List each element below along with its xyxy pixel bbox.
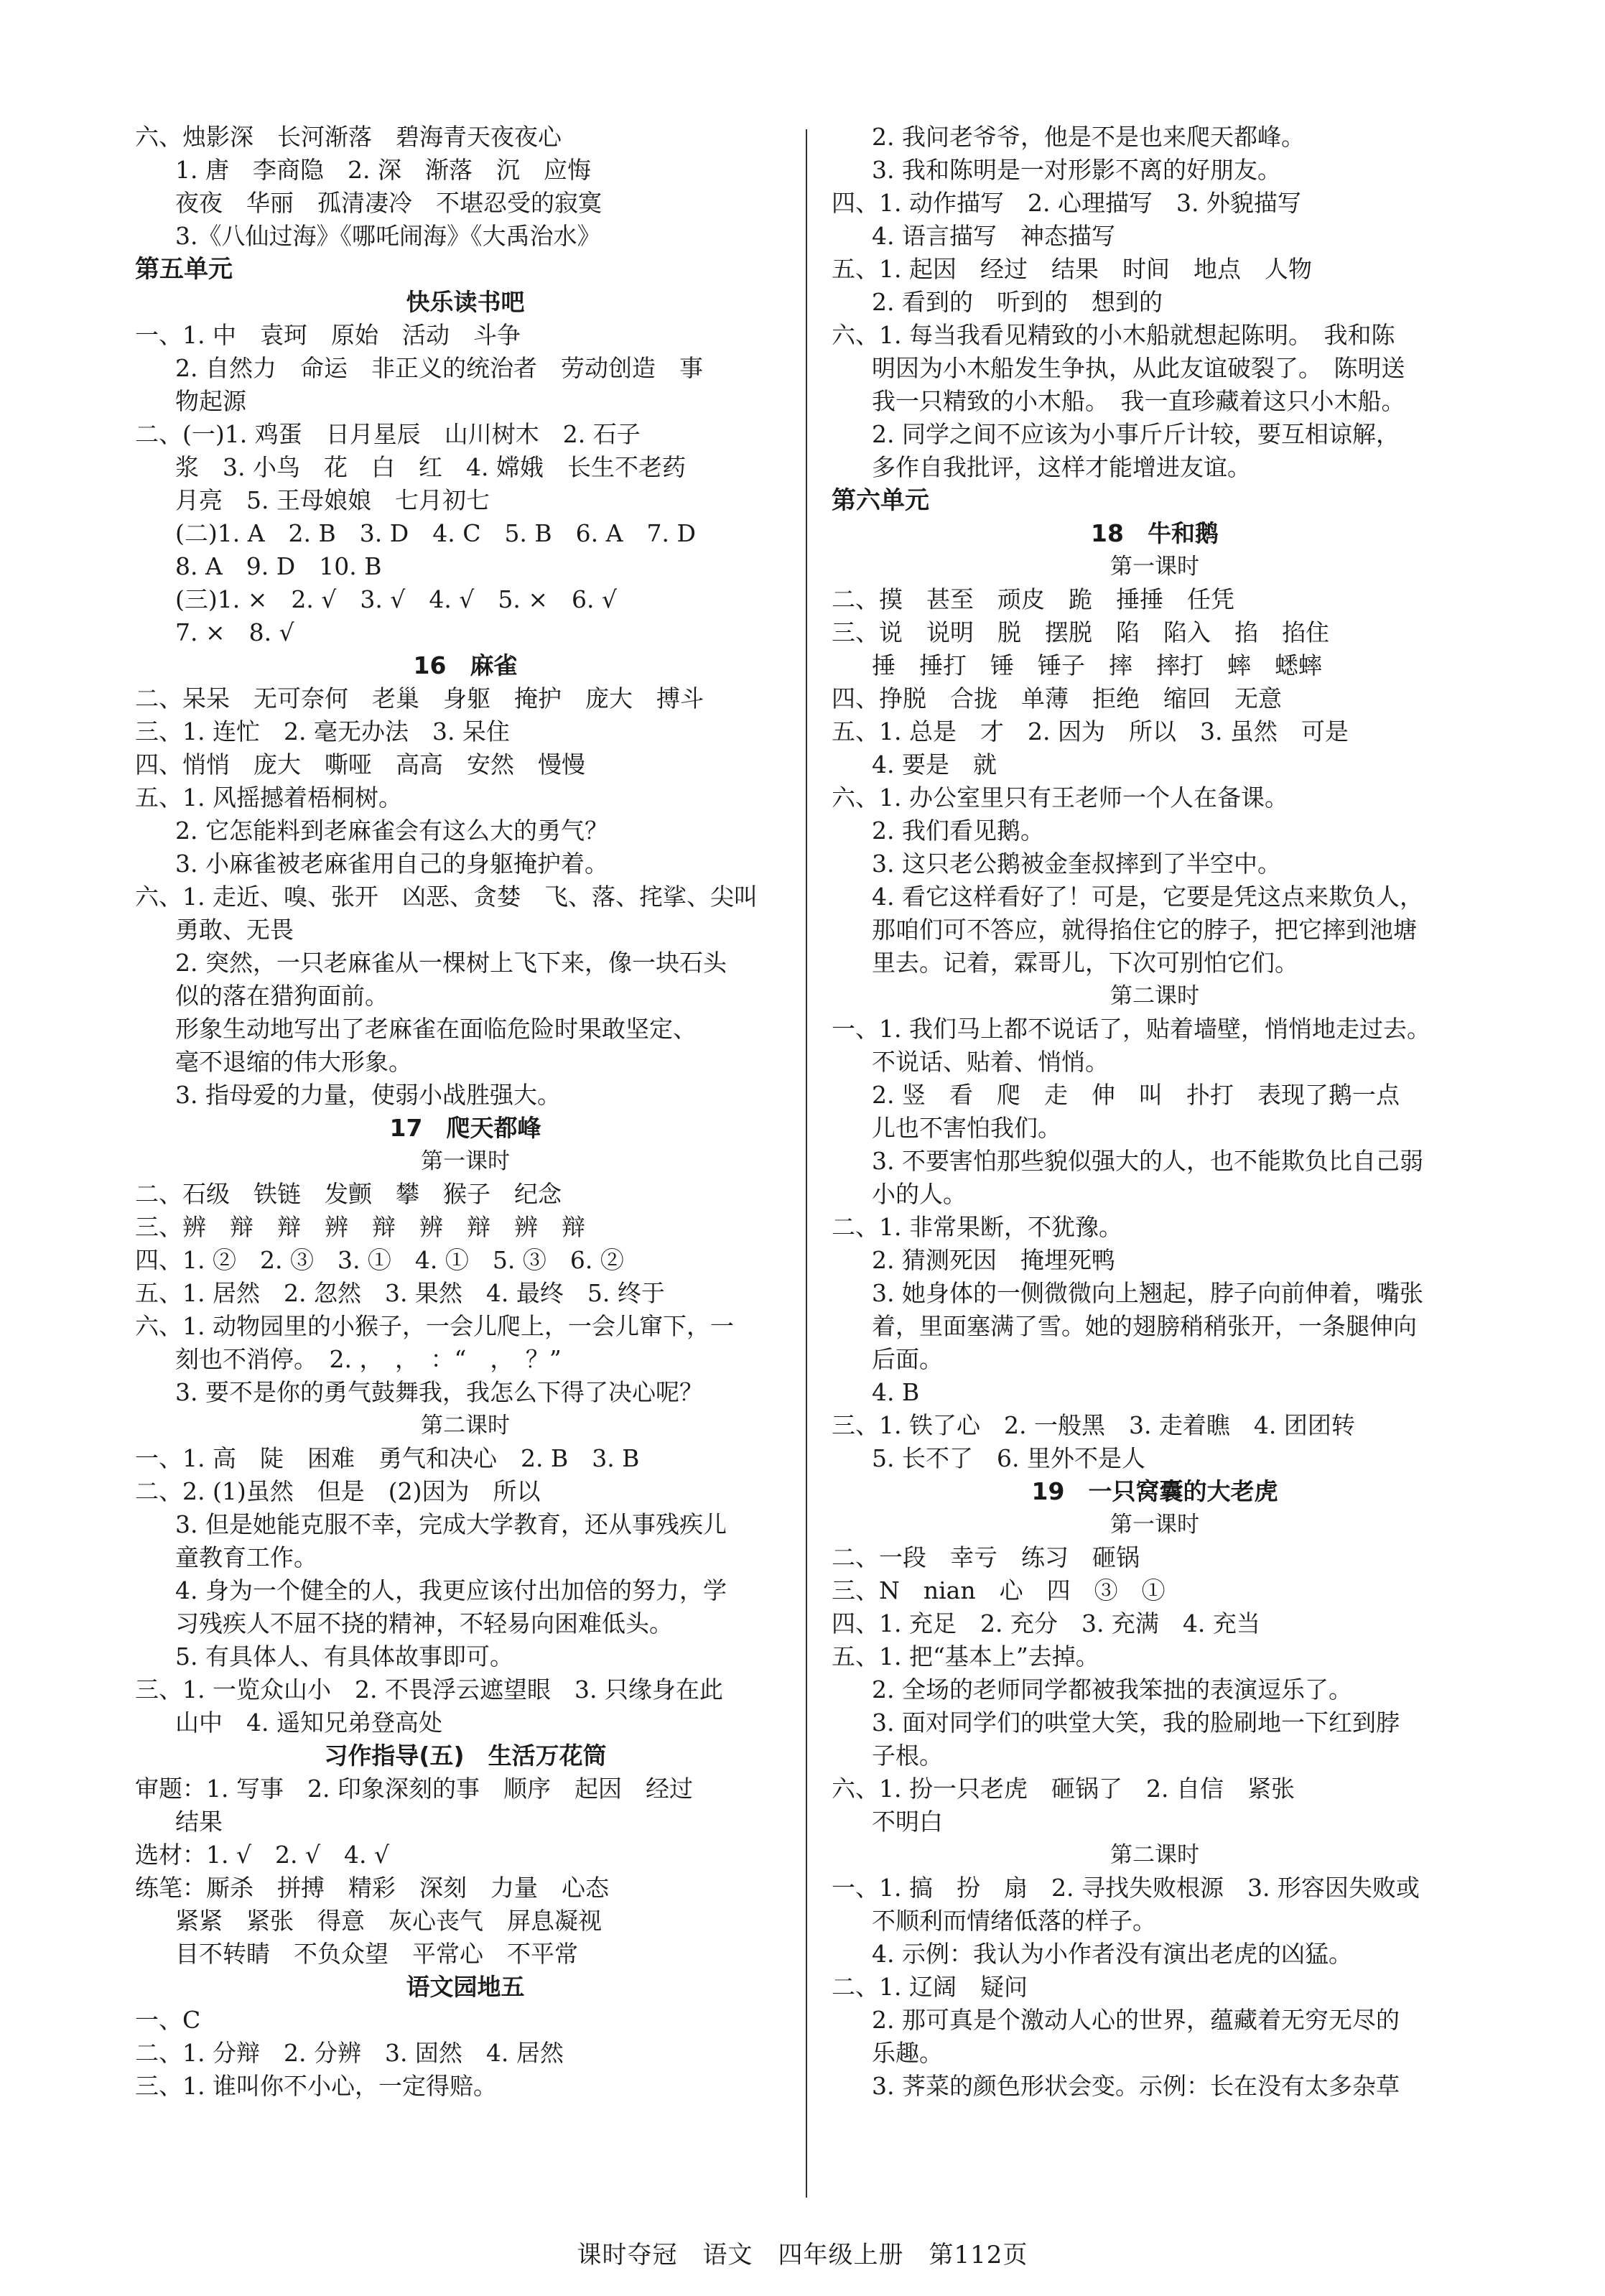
answer-line: 二、2. (1)虽然 但是 (2)因为 所以 [135, 1477, 541, 1505]
answer-line: 7. × 8. √ [175, 618, 294, 646]
answer-line: 四、悄悄 庞大 嘶哑 高高 安然 慢慢 [135, 750, 585, 778]
unit-heading: 第五单元 [135, 255, 233, 284]
answer-line: 我一只精致的小木船。 我一直珍藏着这只小木船。 [872, 387, 1405, 415]
answer-line: 六、1. 扮一只老虎 砸锅了 2. 自信 紧张 [832, 1775, 1295, 1803]
answer-line: 夜夜 华丽 孤清凄冷 不堪忍受的寂寞 [175, 189, 602, 217]
answer-line: 选材：1. √ 2. √ 4. √ [135, 1841, 390, 1869]
answer-line: 五、1. 总是 才 2. 因为 所以 3. 虽然 可是 [832, 717, 1349, 745]
period-heading: 第一课时 [1110, 1512, 1199, 1538]
answer-line: 2. 那可真是个激动人心的世界，蕴藏着无穷无尽的 [872, 2006, 1400, 2034]
answer-line: 多作自我批评，这样才能增进友谊。 [872, 453, 1251, 481]
lesson-heading: 快乐读书吧 [406, 288, 525, 316]
answer-line: 五、1. 把“基本上”去掉。 [832, 1642, 1099, 1670]
answer-line: 物起源 [175, 387, 246, 415]
answer-line: 四、1. 动作描写 2. 心理描写 3. 外貌描写 [832, 189, 1301, 217]
answer-line: 3. 荠菜的颜色形状会变。示例：长在没有太多杂草 [872, 2072, 1400, 2100]
answer-line: 一、1. 我们马上都不说话了，贴着墙壁，悄悄地走过去。 [832, 1015, 1430, 1043]
answer-line: 2. 自然力 命运 非正义的统治者 劳动创造 事 [175, 354, 703, 382]
answer-line: 3. 小麻雀被老麻雀用自己的身躯掩护着。 [175, 850, 608, 878]
answer-line: 四、1. ② 2. ③ 3. ① 4. ① 5. ③ 6. ② [135, 1246, 624, 1274]
answer-line: 二、1. 分辩 2. 分辨 3. 固然 4. 居然 [135, 2039, 564, 2067]
answer-line: 2. 我问老爷爷，他是不是也来爬天都峰。 [872, 123, 1305, 151]
answer-line: 二、1. 非常果断，不犹豫。 [832, 1213, 1122, 1241]
answer-line: 刻也不消停。 2. ， ， ：“ ， ？” [175, 1345, 562, 1373]
answer-line: 五、1. 起因 经过 结果 时间 地点 人物 [832, 255, 1312, 283]
answer-line: 3. 不要害怕那些貌似强大的人，也不能欺负比自己弱 [872, 1147, 1423, 1175]
answer-line: 目不转睛 不负众望 平常心 不平常 [175, 1940, 578, 1968]
answer-line: (三)1. × 2. √ 3. √ 4. √ 5. × 6. √ [175, 585, 618, 613]
answer-line: 3. 我和陈明是一对形影不离的好朋友。 [872, 156, 1281, 184]
answer-line: 子根。 [872, 1742, 943, 1770]
answer-line: 六、1. 走近、嗅、张开 凶恶、贪婪 飞、落、挓挲、尖叫 [135, 883, 758, 911]
answer-line: 3. 她身体的一侧微微向上翘起，脖子向前伸着，嘴张 [872, 1279, 1423, 1307]
answer-line: 那咱们可不答应，就得掐住它的脖子，把它摔到池塘 [872, 916, 1417, 944]
answer-line: 山中 4. 遥知兄弟登高处 [175, 1709, 442, 1737]
answer-line: 2. 全场的老师同学都被我笨拙的表演逗乐了。 [872, 1675, 1352, 1704]
answer-line: 三、N nian 心 四 ③ ① [832, 1576, 1166, 1604]
answer-line: 六、1. 动物园里的小猴子，一会儿爬上，一会儿窜下，一 [135, 1312, 734, 1340]
lesson-heading: 16 麻雀 [413, 651, 518, 679]
answer-line: 2. 突然，一只老麻雀从一棵树上飞下来，像一块石头 [175, 949, 727, 977]
answer-line: 捶 捶打 锤 锤子 摔 摔打 蟀 蟋蟀 [872, 651, 1322, 679]
answer-line: 二、(一)1. 鸡蛋 日月星辰 山川树木 2. 石子 [135, 420, 641, 448]
period-heading: 第一课时 [1110, 554, 1199, 580]
answer-line: 4. 要是 就 [872, 750, 997, 778]
right-column [832, 121, 1478, 2103]
page-footer: 课时夺冠 语文 四年级上册 第112页 [577, 2241, 1028, 2269]
answer-line: 毫不退缩的伟大形象。 [175, 1048, 412, 1076]
answer-line: 3. 面对同学们的哄堂大笑，我的脸刷地一下红到脖 [872, 1709, 1400, 1737]
answer-line: 二、呆呆 无可奈何 老巢 身躯 掩护 庞大 搏斗 [135, 684, 704, 712]
lesson-heading: 17 爬天都峰 [389, 1114, 541, 1142]
answer-line: 五、1. 居然 2. 忽然 3. 果然 4. 最终 5. 终于 [135, 1279, 665, 1307]
answer-line: 4. 示例：我认为小作者没有演出老虎的凶猛。 [872, 1940, 1352, 1968]
answer-line: 着，里面塞满了雪。她的翅膀稍稍张开，一条腿伸向 [872, 1312, 1417, 1340]
answer-line: 3. 这只老公鹅被金奎叔摔到了半空中。 [872, 850, 1281, 878]
answer-line: 四、1. 充足 2. 充分 3. 充满 4. 充当 [832, 1609, 1260, 1637]
answer-line: 儿也不害怕我们。 [872, 1114, 1061, 1142]
answer-line: 六、1. 办公室里只有王老师一个人在备课。 [832, 784, 1288, 812]
answer-line: 4. 身为一个健全的人，我更应该付出加倍的努力，学 [175, 1576, 727, 1604]
answer-line: 不说话、贴着、悄悄。 [872, 1048, 1109, 1076]
answer-line: 月亮 5. 王母娘娘 七月初七 [175, 486, 490, 514]
answer-line: 3. 要不是你的勇气鼓舞我，我怎么下得了决心呢？ [175, 1378, 703, 1406]
answer-line: 2. 它怎能料到老麻雀会有这么大的勇气？ [175, 817, 608, 845]
answer-line: 二、一段 幸亏 练习 砸锅 [832, 1543, 1140, 1571]
answer-line: 二、石级 铁链 发颤 攀 猴子 纪念 [135, 1180, 562, 1208]
answer-line: 一、1. 中 袁珂 原始 活动 斗争 [135, 321, 521, 349]
lesson-heading: 18 牛和鹅 [1091, 519, 1219, 547]
answer-line: 三、1. 一览众山小 2. 不畏浮云遮望眼 3. 只缘身在此 [135, 1675, 723, 1704]
answer-line: 2. 看到的 听到的 想到的 [872, 288, 1163, 316]
answer-line: 五、1. 风摇撼着梧桐树。 [135, 784, 402, 812]
answer-line: 勇敢、无畏 [175, 916, 294, 944]
answer-line: 4. 看它这样看好了！可是，它要是凭这点来欺负人， [872, 883, 1423, 911]
answer-line: 似的落在猎狗面前。 [175, 982, 389, 1010]
answer-line: 明因为小木船发生争执，从此友谊破裂了。 陈明送 [872, 354, 1405, 382]
answer-line: 紧紧 紧张 得意 灰心丧气 屏息凝视 [175, 1907, 602, 1935]
answer-line: 童教育工作。 [175, 1543, 317, 1571]
answer-line: 5. 有具体人、有具体故事即可。 [175, 1642, 513, 1670]
answer-line: 后面。 [872, 1345, 943, 1373]
column-divider [806, 129, 807, 2198]
left-column [135, 121, 796, 2103]
answer-line: 不顺利而情绪低落的样子。 [872, 1907, 1156, 1935]
answer-line: 2. 同学之间不应该为小事斤斤计较，要互相谅解， [872, 420, 1400, 448]
lesson-heading: 习作指导(五) 生活万花筒 [324, 1742, 607, 1770]
answer-line: 三、说 说明 脱 摆脱 陷 陷入 掐 掐住 [832, 618, 1329, 646]
answer-line: 4. B [872, 1378, 920, 1406]
answer-line: 三、1. 连忙 2. 毫无办法 3. 呆住 [135, 717, 510, 745]
answer-line: 1. 唐 李商隐 2. 深 渐落 沉 应悔 [175, 156, 591, 184]
answer-line: 浆 3. 小鸟 花 白 红 4. 嫦娥 长生不老药 [175, 453, 686, 481]
answer-line: 三、1. 铁了心 2. 一般黑 3. 走着瞧 4. 团团转 [832, 1411, 1355, 1439]
answer-line: 四、挣脱 合拢 单薄 拒绝 缩回 无意 [832, 684, 1282, 712]
answer-line: 2. 猜测死因 掩埋死鸭 [872, 1246, 1115, 1274]
answer-line: 3. 但是她能克服不幸，完成大学教育，还从事残疾儿 [175, 1510, 727, 1538]
answer-line: 一、1. 高 陡 困难 勇气和决心 2. B 3. B [135, 1444, 640, 1472]
answer-line: 乐趣。 [872, 2039, 943, 2067]
answer-line: 3. 指母爱的力量，使弱小战胜强大。 [175, 1081, 561, 1109]
period-heading: 第二课时 [1110, 1842, 1199, 1868]
answer-line: 审题：1. 写事 2. 印象深刻的事 顺序 起因 经过 [135, 1775, 693, 1803]
answer-line: (二)1. A 2. B 3. D 4. C 5. B 6. A 7. D [175, 519, 696, 547]
unit-heading: 第六单元 [832, 486, 929, 515]
answer-line: 小的人。 [872, 1180, 967, 1208]
answer-line: 一、C [135, 2006, 201, 2034]
answer-line: 4. 语言描写 神态描写 [872, 222, 1115, 250]
answer-line: 六、1. 每当我看见精致的小木船就想起陈明。 我和陈 [832, 321, 1395, 349]
lesson-heading: 19 一只窝囊的大老虎 [1031, 1477, 1278, 1505]
answer-line: 2. 我们看见鹅。 [872, 817, 1044, 845]
period-heading: 第二课时 [1110, 983, 1199, 1009]
answer-line: 习残疾人不屈不挠的精神，不轻易向困难低头。 [175, 1609, 673, 1637]
lesson-heading: 语文园地五 [406, 1973, 525, 2001]
answer-line: 5. 长不了 6. 里外不是人 [872, 1444, 1145, 1472]
answer-line: 结果 [175, 1808, 223, 1836]
answer-line: 2. 竖 看 爬 走 伸 叫 扑打 表现了鹅一点 [872, 1081, 1400, 1109]
answer-line: 里去。记着，霖哥儿，下次可别怕它们。 [872, 949, 1298, 977]
answer-line: 三、辨 辩 辩 辨 辩 辨 辩 辨 辩 [135, 1213, 585, 1241]
answer-line: 8. A 9. D 10. B [175, 552, 382, 580]
answer-line: 练笔：厮杀 拼搏 精彩 深刻 力量 心态 [135, 1874, 609, 1902]
answer-line: 六、烛影深 长河渐落 碧海青天夜夜心 [135, 123, 562, 151]
period-heading: 第二课时 [421, 1413, 510, 1439]
answer-line: 3.《八仙过海》《哪吒闹海》《大禹治水》 [175, 222, 601, 250]
answer-line: 不明白 [872, 1808, 943, 1836]
answer-line: 形象生动地写出了老麻雀在面临危险时果敢坚定、 [175, 1015, 697, 1043]
answer-line: 二、1. 辽阔 疑问 [832, 1973, 1028, 2001]
answer-line: 一、1. 搞 扮 扇 2. 寻找失败根源 3. 形容因失败或 [832, 1874, 1420, 1902]
period-heading: 第一课时 [421, 1148, 510, 1174]
answer-line: 二、摸 甚至 顽皮 跪 捶捶 任凭 [832, 585, 1234, 613]
answer-line: 三、1. 谁叫你不小心，一定得赔。 [135, 2072, 497, 2100]
